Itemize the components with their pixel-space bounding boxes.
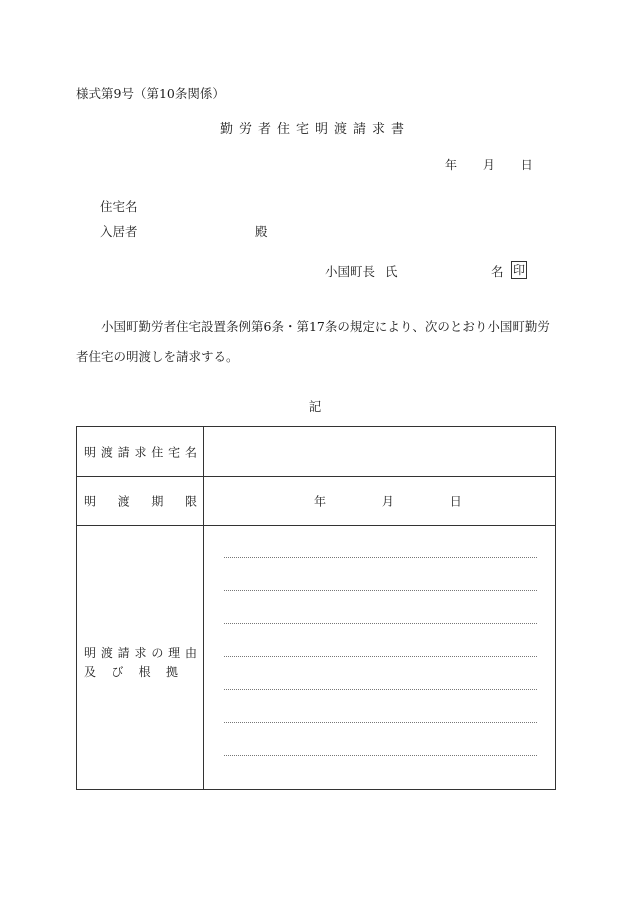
label-char: 渡	[100, 445, 113, 459]
label-char: 宅	[168, 445, 181, 459]
residence-name-label: 住宅名	[100, 199, 138, 214]
label-char: 求	[134, 445, 147, 459]
ki-heading: 記	[308, 399, 322, 414]
table-row-reason	[77, 526, 555, 789]
label-char: 期	[151, 494, 164, 509]
dotted-writing-line	[224, 722, 537, 723]
reason-label-line1	[84, 644, 197, 661]
request-date	[445, 156, 533, 173]
label-char: 渡	[100, 646, 113, 660]
deadline-date	[314, 493, 462, 510]
deadline-label-cell	[77, 477, 204, 525]
dotted-writing-line	[224, 623, 537, 624]
house-name-label	[84, 443, 197, 460]
seal-mark: 印	[512, 263, 525, 277]
document-title: 勤労者住宅明渡請求書	[219, 122, 410, 137]
date-day-label: 日	[520, 158, 533, 172]
table-row-deadline	[77, 477, 555, 526]
deadline-year-label: 年	[314, 494, 327, 509]
deadline-day-label: 日	[449, 494, 462, 509]
reason-label-cell	[77, 526, 204, 789]
date-year-label: 年	[445, 158, 458, 172]
honorific-dono: 殿	[255, 224, 268, 239]
label-char: 住	[151, 445, 164, 459]
sender-line	[325, 262, 525, 280]
reason-label	[84, 644, 197, 680]
form-number: 様式第9号（第10条関係）	[76, 86, 225, 101]
label-char: 理	[168, 646, 181, 660]
label-char: 渡	[117, 494, 130, 509]
deadline-month-label: 月	[381, 494, 394, 509]
label-char: 求	[134, 646, 147, 660]
label-char: 明	[84, 445, 97, 459]
label-char: 及	[84, 665, 97, 679]
label-char: び	[111, 665, 124, 679]
label-char: 明	[84, 494, 97, 509]
label-char: の	[151, 646, 164, 660]
reason-input-cell[interactable]	[204, 526, 555, 789]
dotted-writing-line	[224, 590, 537, 591]
reason-label-line2	[84, 663, 178, 680]
resident-label: 入居者	[100, 224, 138, 239]
label-char: 請	[117, 445, 130, 459]
label-char: 拠	[165, 665, 178, 679]
name-shi-label: 氏	[385, 264, 398, 279]
dotted-writing-line	[224, 689, 537, 690]
deadline-input-cell[interactable]	[204, 477, 555, 525]
label-char: 請	[117, 646, 130, 660]
table-row-house-name	[77, 427, 555, 477]
dotted-writing-line	[224, 656, 537, 657]
request-body-text: 小国町勤労者住宅設置条例第6条・第17条の規定により、次のとおり小国町勤労者住宅の明渡しを請求する。	[76, 319, 550, 364]
house-name-input-cell[interactable]	[204, 427, 555, 476]
label-char: 根	[138, 665, 151, 679]
label-char: 由	[184, 646, 197, 660]
dotted-writing-line	[224, 755, 537, 756]
dotted-writing-line	[224, 557, 537, 558]
date-month-label: 月	[482, 158, 495, 172]
name-mei-label: 名	[491, 264, 504, 279]
mayor-label: 小国町長	[325, 264, 376, 279]
label-char: 限	[184, 494, 197, 509]
request-details-table	[76, 426, 556, 790]
label-char: 明	[84, 646, 97, 660]
resident-line	[100, 222, 268, 240]
label-char: 名	[184, 445, 197, 459]
deadline-label	[84, 493, 197, 510]
house-name-label-cell	[77, 427, 204, 476]
